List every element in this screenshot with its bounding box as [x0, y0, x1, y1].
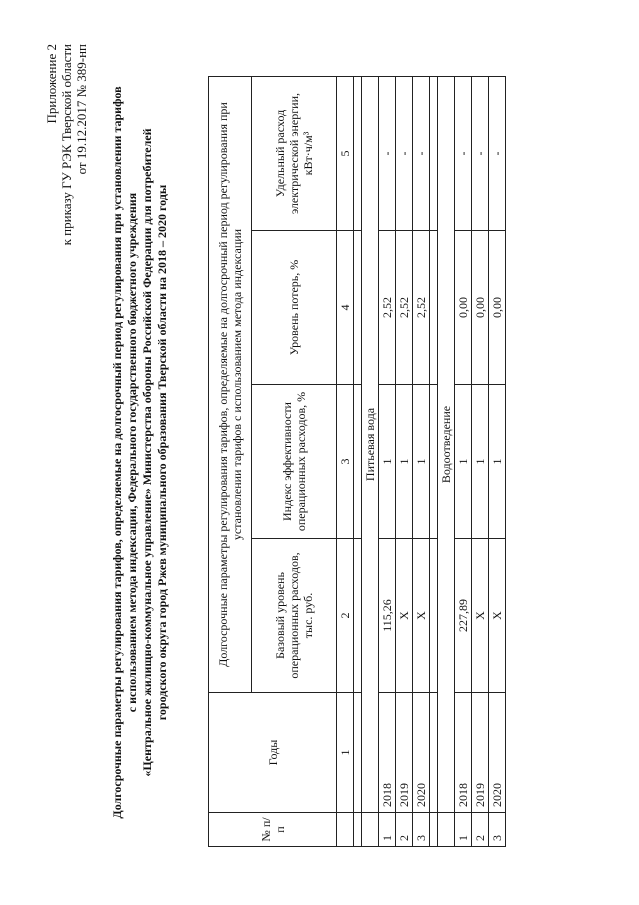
spacer-cell — [354, 76, 362, 230]
title-line-1: Долгосрочные параметры регулирования тарифов, определяемые на долгосрочный период регулирования при установлении тарифов — [110, 86, 124, 819]
row-base-expenses: Х — [472, 539, 489, 693]
header-energy-consumption: Удельный расход электрической энергии, кВт·ч/м³ — [252, 76, 337, 230]
section-empty-cell — [362, 813, 379, 847]
appendix-header — [44, 44, 89, 245]
section-title: Питьевая вода — [362, 76, 379, 812]
spacer-cell — [354, 813, 362, 847]
row-efficiency-index: 1 — [489, 385, 506, 539]
row-efficiency-index: 1 — [379, 385, 396, 539]
header-years: Годы — [209, 693, 337, 813]
row-loss-level: 0,00 — [455, 231, 472, 385]
section-empty-cell — [438, 813, 455, 847]
table-row — [396, 76, 413, 846]
title-line-4: городского округа город Ржев муниципального образования Тверской области на 2018 – 2020 годы — [155, 184, 169, 721]
row-number: 2 — [472, 813, 489, 847]
appendix-title: Приложение 2 — [44, 44, 59, 124]
header-efficiency-index: Индекс эффективности операционных расходов, % — [252, 385, 337, 539]
spacer-cell — [430, 231, 438, 385]
row-number: 3 — [413, 813, 430, 847]
spacer-cell — [354, 231, 362, 385]
table-row — [379, 76, 396, 846]
row-loss-level: 2,52 — [379, 231, 396, 385]
row-base-expenses: 227,89 — [455, 539, 472, 693]
row-efficiency-index: 1 — [472, 385, 489, 539]
column-number: 3 — [337, 385, 354, 539]
row-year: 2019 — [396, 693, 413, 813]
row-year: 2020 — [489, 693, 506, 813]
row-base-expenses: Х — [413, 539, 430, 693]
row-efficiency-index: 1 — [396, 385, 413, 539]
appendix-order-date: от 19.12.2017 № 389-нп — [74, 44, 89, 175]
column-number — [337, 813, 354, 847]
section-spacer — [354, 76, 362, 846]
section-row — [362, 76, 379, 846]
row-base-expenses: 115,26 — [379, 539, 396, 693]
column-number: 4 — [337, 231, 354, 385]
row-energy-consumption: - — [472, 76, 489, 230]
column-number-row — [337, 76, 354, 846]
header-num: № п/п — [209, 813, 337, 847]
spacer-cell — [354, 693, 362, 813]
table-row — [413, 76, 430, 846]
spacer-cell — [430, 76, 438, 230]
row-efficiency-index: 1 — [413, 385, 430, 539]
column-number: 5 — [337, 76, 354, 230]
row-base-expenses: Х — [396, 539, 413, 693]
row-number: 1 — [379, 813, 396, 847]
section-row — [438, 76, 455, 846]
column-number: 1 — [337, 693, 354, 813]
title-line-3: «Центральное жилищно-коммунальное управление» Министерства обороны Российской Федерации для потребителей — [140, 128, 154, 777]
section-title: Водоотведение — [438, 76, 455, 812]
section-spacer — [430, 76, 438, 846]
row-base-expenses: Х — [489, 539, 506, 693]
row-loss-level: 2,52 — [413, 231, 430, 385]
header-loss-level: Уровень потерь, % — [252, 231, 337, 385]
spacer-cell — [430, 693, 438, 813]
table-row — [455, 76, 472, 846]
header-row-group — [209, 76, 252, 846]
table-row — [472, 76, 489, 846]
table-row — [489, 76, 506, 846]
row-energy-consumption: - — [455, 76, 472, 230]
row-year: 2019 — [472, 693, 489, 813]
document-title — [110, 60, 170, 845]
row-loss-level: 0,00 — [489, 231, 506, 385]
spacer-cell — [354, 385, 362, 539]
row-year: 2018 — [455, 693, 472, 813]
row-energy-consumption: - — [379, 76, 396, 230]
column-number: 2 — [337, 539, 354, 693]
appendix-order-ref: к приказу ГУ РЭК Тверской области — [59, 44, 74, 246]
row-number: 3 — [489, 813, 506, 847]
table-body — [209, 76, 506, 846]
row-efficiency-index: 1 — [455, 385, 472, 539]
parameters-table — [208, 76, 506, 847]
spacer-cell — [430, 813, 438, 847]
spacer-cell — [430, 539, 438, 693]
row-number: 2 — [396, 813, 413, 847]
row-year: 2020 — [413, 693, 430, 813]
row-energy-consumption: - — [413, 76, 430, 230]
row-energy-consumption: - — [396, 76, 413, 230]
row-loss-level: 2,52 — [396, 231, 413, 385]
row-number: 1 — [455, 813, 472, 847]
title-line-2: с использованием метода индексации, Федерального государственного бюджетного учреждения — [125, 192, 139, 713]
row-year: 2018 — [379, 693, 396, 813]
header-base-expenses: Базовый уровень операционных расходов, тыс. руб. — [252, 539, 337, 693]
spacer-cell — [354, 539, 362, 693]
row-loss-level: 0,00 — [472, 231, 489, 385]
row-energy-consumption: - — [489, 76, 506, 230]
spacer-cell — [430, 385, 438, 539]
header-group: Долгосрочные параметры регулирования тарифов, определяемые на долгосрочный период регулирования при установлении тарифов с использованием метода индексации — [209, 76, 252, 692]
